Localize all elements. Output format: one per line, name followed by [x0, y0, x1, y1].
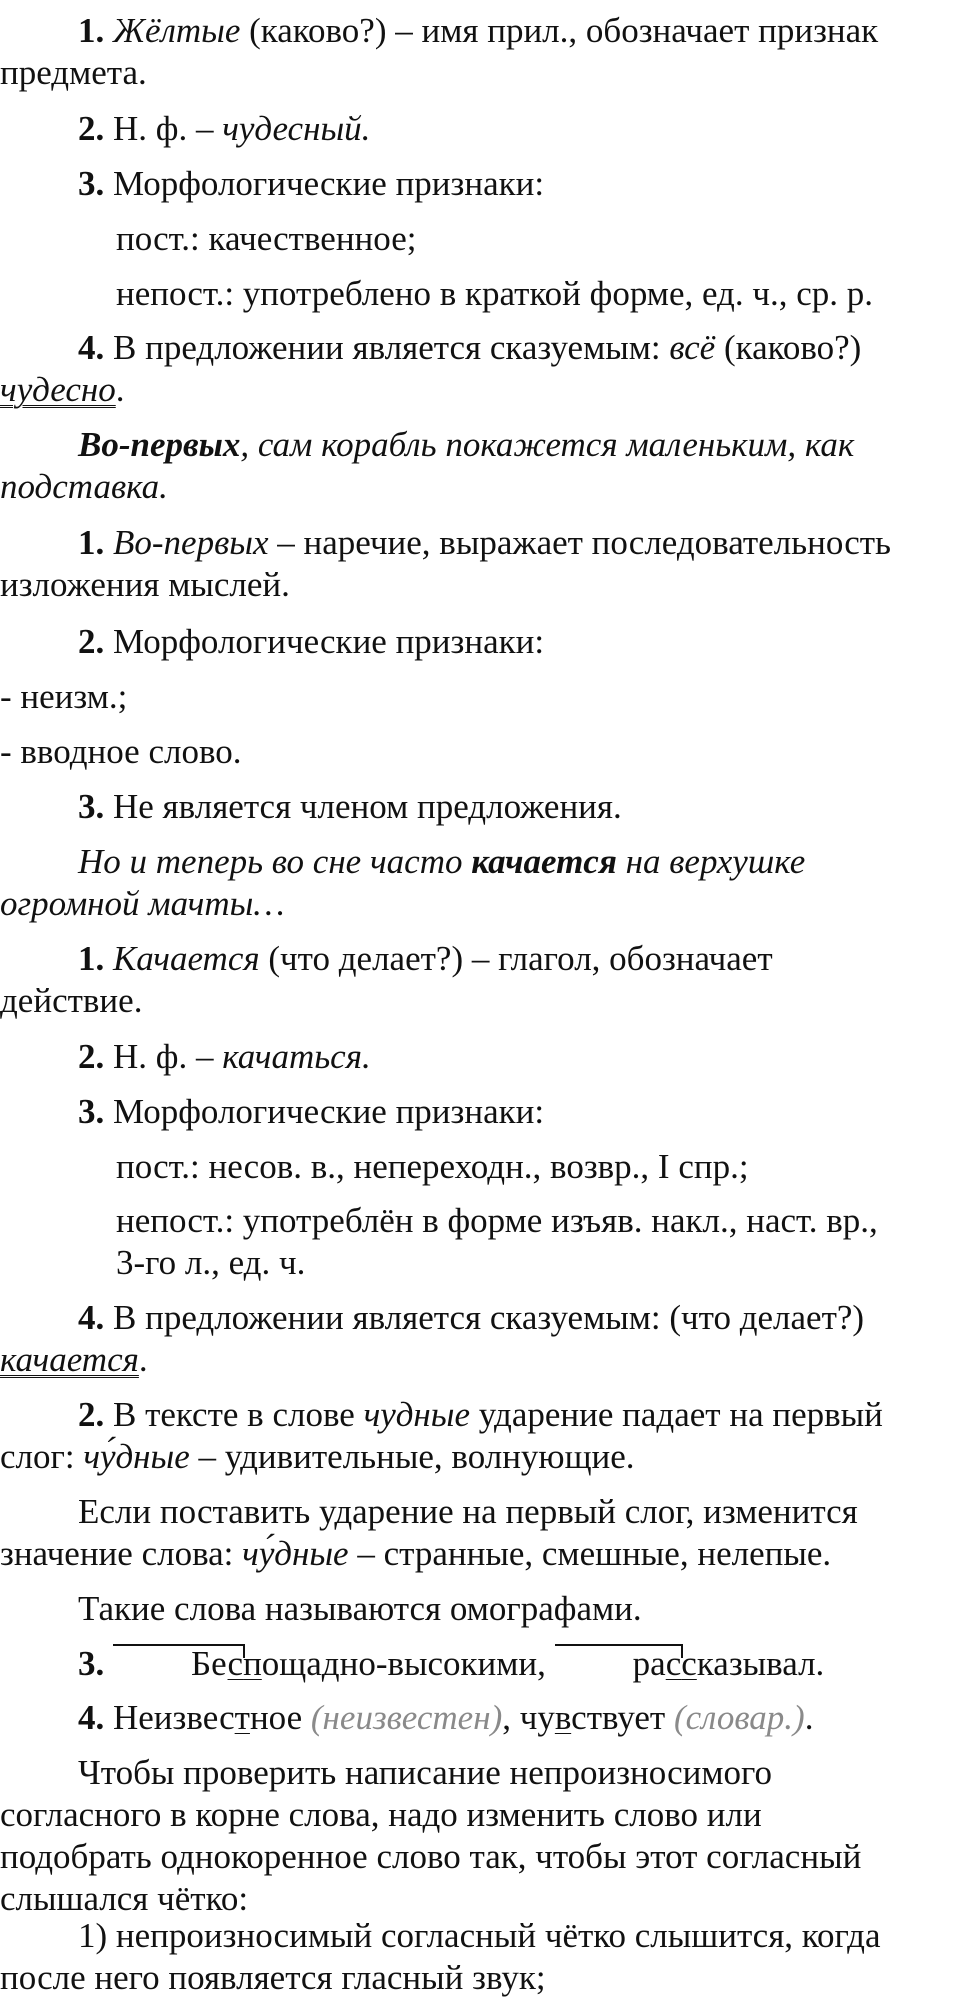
s2-line: 2. В тексте в слове чудные ударение падает на первый слог: чу́дные – удивительные, волнующие.	[0, 1395, 883, 1476]
b2-dash1: - неизм.;	[0, 677, 128, 716]
b1-item2: 2. Н. ф. – чудесный.	[78, 109, 371, 148]
b3-item1: 1. Качается (что делает?) – глагол, обозначает действие.	[0, 939, 773, 1020]
b2-dash2: - вводное слово.	[0, 732, 242, 771]
b1-item1: 1. Жёлтые (каково?) – имя прил., обозначает признак предмета.	[0, 11, 879, 92]
b3-item3: 3. Морфологические признаки:	[78, 1092, 545, 1131]
s2-paragraph3: Такие слова называются омографами.	[78, 1589, 642, 1628]
b1-nepost: непост.: употреблено в краткой форме, ед. ч., ср. р.	[116, 274, 873, 313]
s4-line: 4. Неизвестное (неизвестен), чувствует (словар.).	[78, 1698, 814, 1737]
s3-line: 3. Беспощадно-высокими, рассказывал.	[78, 1644, 825, 1683]
s2-paragraph2: Если поставить ударение на первый слог, изменится значение слова: чу́дные – странные, смешные, нелепые.	[0, 1492, 858, 1573]
b3-post: пост.: несов. в., непереходн., возвр., I спр.;	[116, 1147, 749, 1186]
b3-sentence: Но и теперь во сне часто качается на верхушке огромной мачты…	[0, 842, 806, 923]
b1-item3: 3. Морфологические признаки:	[78, 164, 545, 203]
b2-item1: 1. Во-первых – наречие, выражает последовательность изложения мыслей.	[0, 523, 892, 604]
b2-item2: 2. Морфологические признаки:	[78, 622, 545, 661]
b2-sentence: Во-первых, сам корабль покажется маленьким, как подставка.	[0, 425, 855, 506]
rule-item1: 1) непроизносимый согласный чётко слышится, когда после него появляется гласный звук;	[0, 1916, 881, 1997]
prefix-mark-2: рас	[555, 1643, 682, 1685]
b2-item3: 3. Не является членом предложения.	[78, 787, 622, 826]
b1-post: пост.: качественное;	[116, 219, 417, 258]
b3-nepost: непост.: употреблён в форме изъяв. накл., наст. вр., 3-го л., ед. ч.	[116, 1201, 878, 1282]
b1-item4: 4. В предложении является сказуемым: всё (каково?) чудесно.	[0, 328, 862, 409]
prefix-mark-1: Бес	[113, 1643, 243, 1685]
rule-paragraph: Чтобы проверить написание непроизносимого согласного в корне слова, надо изменить слово или подобрать однокоренное слово так, чтобы этот согласный слышался чётко:	[0, 1753, 862, 1918]
b3-item4: 4. В предложении является сказуемым: (что делает?) качается.	[0, 1298, 865, 1379]
b3-item2: 2. Н. ф. – качаться.	[78, 1037, 371, 1076]
